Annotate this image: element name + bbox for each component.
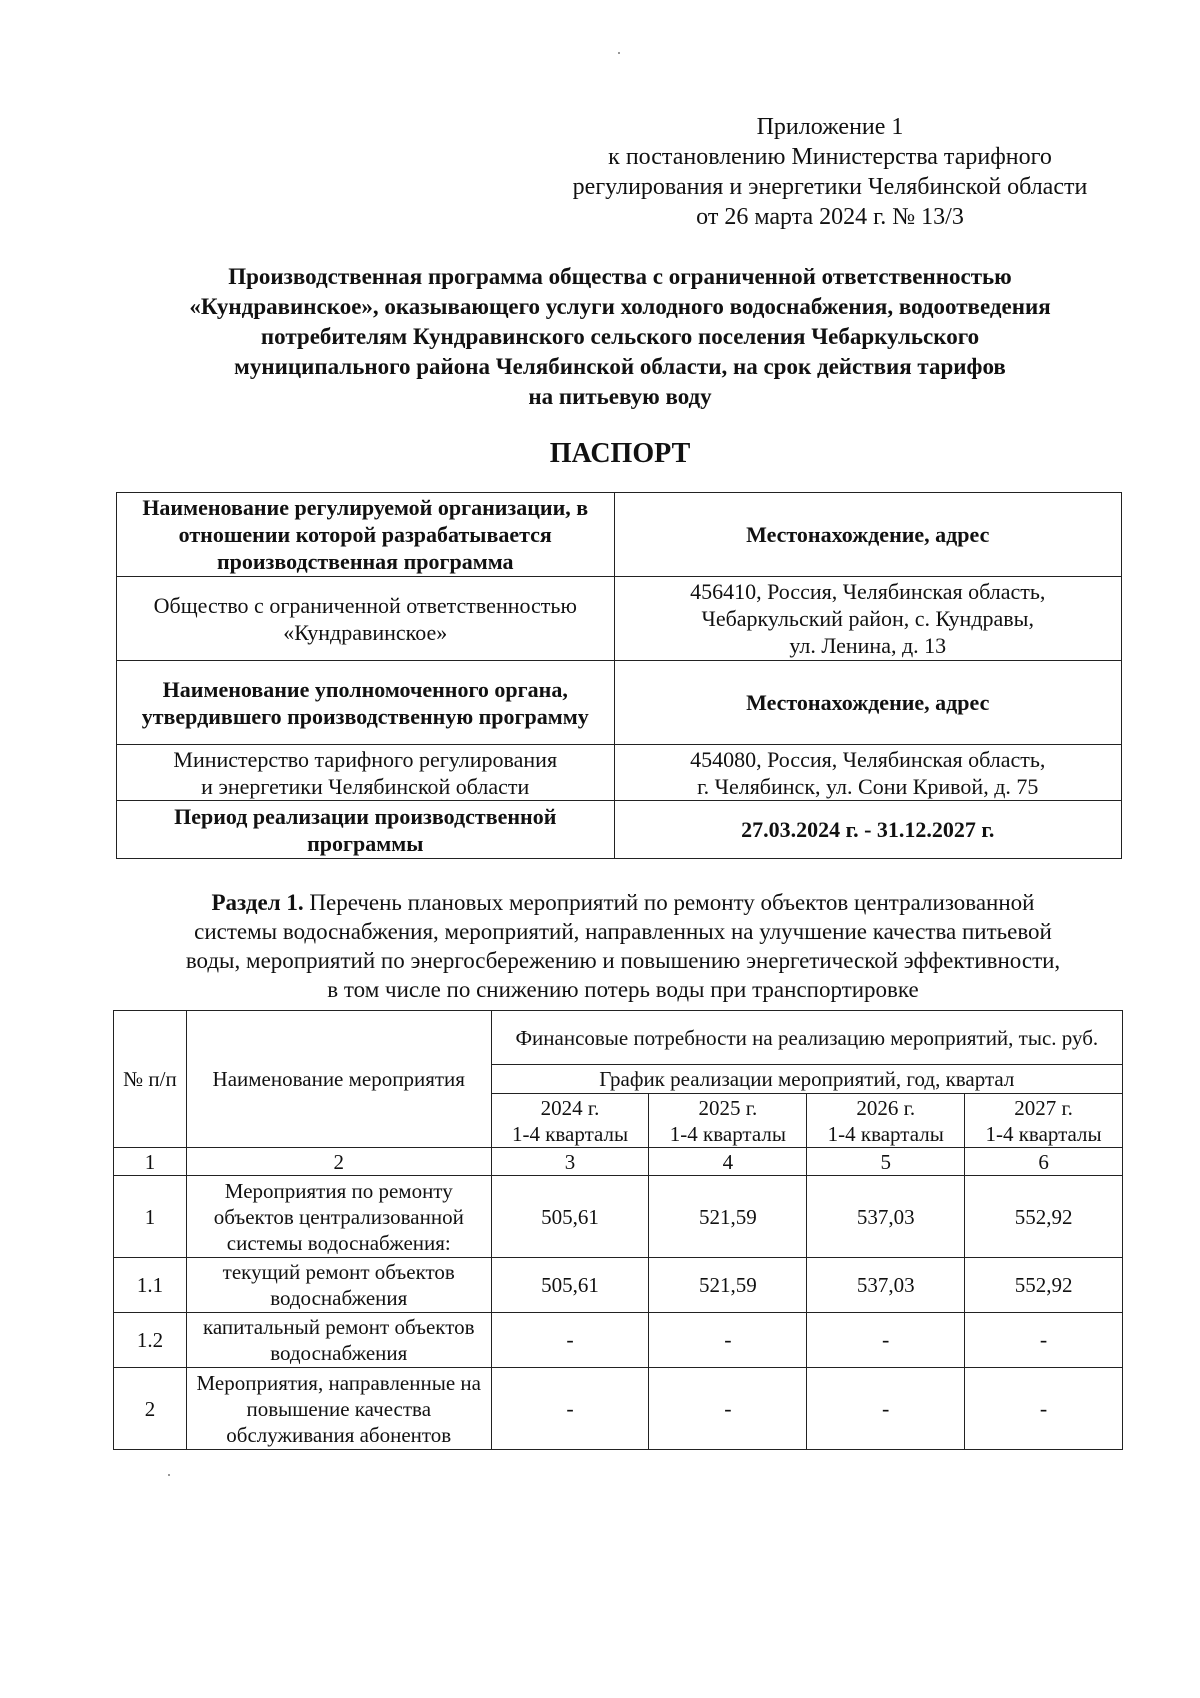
org-address-line: ул. Ленина, д. 13 [789, 633, 947, 658]
scan-speck [618, 52, 620, 54]
scan-speck [168, 1474, 170, 1476]
annex-block [540, 112, 1120, 232]
section-heading-line: воды, мероприятий по энергосбережению и повышению энергетической эффективности, [185, 948, 1061, 973]
org-header-cell: Наименование регулируемой организации, в отношении которой разрабатывается производственная программа [117, 493, 615, 577]
row-value: - [491, 1313, 649, 1368]
title-line: «Кундравинское», оказывающего услуги холодного водоснабжения, водоотведения [189, 294, 1051, 319]
row-number: 1 [114, 1176, 187, 1258]
row-value: 505,61 [491, 1176, 649, 1258]
row-number: 1.2 [114, 1313, 187, 1368]
section-label: Раздел 1. [211, 890, 304, 915]
column-number: 1 [114, 1148, 187, 1176]
authority-name-line: и энергетики Челябинской области [201, 773, 530, 799]
authority-address-line: 454080, Россия, Челябинская область, [690, 746, 1046, 772]
authority-name-cell [117, 745, 615, 801]
org-name-line: Общество с ограниченной ответственностью [153, 592, 577, 618]
row-value: 521,59 [649, 1258, 807, 1313]
org-address-line: Чебаркульский район, с. Кундравы, [701, 606, 1034, 631]
row-name: капитальный ремонт объектов водоснабжения [186, 1313, 491, 1368]
row-value: 521,59 [649, 1176, 807, 1258]
section-heading-text: Перечень плановых мероприятий по ремонту объектов централизованной [303, 890, 1035, 915]
table-row [114, 1258, 1123, 1313]
quarters-label: 1-4 кварталы [985, 1121, 1102, 1146]
year-label: 2024 г. [540, 1095, 600, 1120]
authority-address-cell [614, 745, 1122, 801]
finance-header: Финансовые потребности на реализацию мероприятий, тыс. руб. [491, 1011, 1122, 1065]
row-value: - [649, 1313, 807, 1368]
title-line: на питьевую воду [528, 384, 712, 409]
row-number: 1.1 [114, 1258, 187, 1313]
quarters-label: 1-4 кварталы [511, 1121, 629, 1146]
row-number: 2 [114, 1368, 187, 1450]
row-value: 537,03 [807, 1258, 965, 1313]
title-line: муниципального района Челябинской области, на срок действия тарифов [234, 354, 1006, 379]
org-name-line: «Кундравинское» [283, 619, 448, 645]
org-name-cell [117, 577, 615, 661]
annex-line-1: Приложение 1 [756, 114, 904, 140]
column-number: 6 [965, 1148, 1123, 1176]
org-location-header-cell: Местонахождение, адрес [614, 493, 1122, 577]
year-label: 2027 г. [1014, 1095, 1073, 1120]
section-1-heading [108, 888, 1138, 1004]
table-row [114, 1368, 1123, 1450]
authority-location-header-cell: Местонахождение, адрес [614, 661, 1122, 745]
row-value: - [649, 1368, 807, 1450]
row-value: 505,61 [491, 1258, 649, 1313]
row-value: 552,92 [965, 1258, 1123, 1313]
year-label: 2025 г. [698, 1095, 758, 1120]
year-header [491, 1094, 649, 1148]
measures-table [113, 1010, 1123, 1450]
column-number: 3 [491, 1148, 649, 1176]
schedule-header: График реализации мероприятий, год, квартал [491, 1065, 1122, 1094]
row-name: Мероприятия по ремонту объектов централизованной системы водоснабжения: [186, 1176, 491, 1258]
column-number: 5 [807, 1148, 965, 1176]
section-heading-line: системы водоснабжения, мероприятий, направленных на улучшение качества питьевой [194, 919, 1052, 944]
col-no-header: № п/п [114, 1011, 187, 1148]
row-name: Мероприятия, направленные на повышение качества обслуживания абонентов [186, 1368, 491, 1450]
passport-heading: ПАСПОРТ [549, 438, 691, 469]
row-name: текущий ремонт объектов водоснабжения [186, 1258, 491, 1313]
quarters-label: 1-4 кварталы [827, 1121, 944, 1146]
annex-line-3: регулирования и энергетики Челябинской области [572, 174, 1088, 200]
period-header-cell: Период реализации производственной программы [117, 801, 615, 859]
authority-header-cell: Наименование уполномоченного органа, утвердившего производственную программу [117, 661, 615, 745]
row-value: 552,92 [965, 1176, 1123, 1258]
row-value: 537,03 [807, 1176, 965, 1258]
col-name-header: Наименование мероприятия [186, 1011, 491, 1148]
period-value-cell: 27.03.2024 г. - 31.12.2027 г. [614, 801, 1122, 859]
annex-line-2: к постановлению Министерства тарифного [608, 144, 1052, 170]
org-address-cell [614, 577, 1122, 661]
title-line: Производственная программа общества с ограниченной ответственностью [228, 264, 1012, 289]
quarters-label: 1-4 кварталы [669, 1121, 786, 1146]
row-value: - [965, 1368, 1123, 1450]
year-header [649, 1094, 807, 1148]
column-number: 4 [649, 1148, 807, 1176]
column-number: 2 [186, 1148, 491, 1176]
section-heading-line: в том числе по снижению потерь воды при транспортировке [327, 977, 919, 1002]
section-heading-line [108, 888, 1138, 917]
table-row [114, 1176, 1123, 1258]
year-header [965, 1094, 1123, 1148]
row-value: - [807, 1313, 965, 1368]
row-value: - [491, 1368, 649, 1450]
annex-line-4: от 26 марта 2024 г. № 13/3 [696, 204, 964, 230]
row-value: - [965, 1313, 1123, 1368]
table-row [114, 1313, 1123, 1368]
year-label: 2026 г. [856, 1095, 916, 1120]
passport-table [116, 492, 1122, 859]
title-line: потребителям Кундравинского сельского поселения Чебаркульского [260, 324, 980, 349]
row-value: - [807, 1368, 965, 1450]
authority-name-line: Министерство тарифного регулирования [173, 746, 558, 772]
program-title [100, 262, 1140, 412]
authority-address-line: г. Челябинск, ул. Сони Кривой, д. 75 [697, 773, 1039, 799]
org-address-line: 456410, Россия, Челябинская область, [690, 579, 1046, 604]
year-header [807, 1094, 965, 1148]
